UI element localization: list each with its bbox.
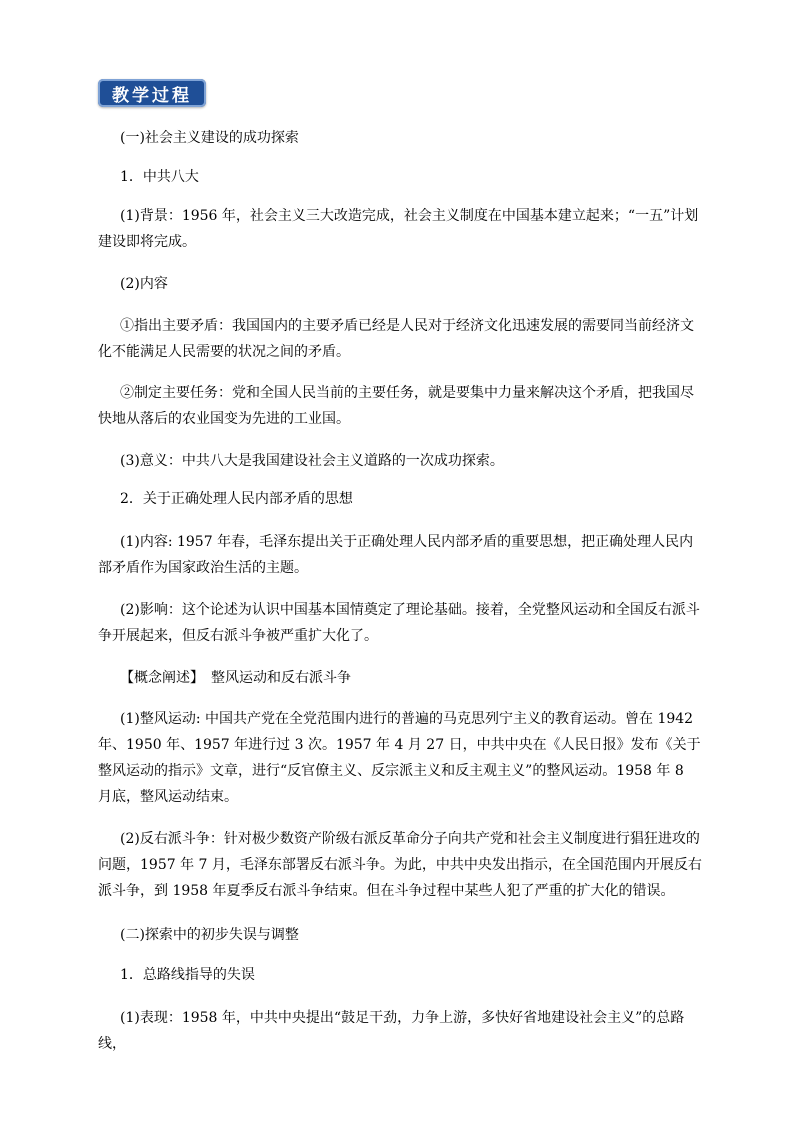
heading-item-2: 2．关于正确处理人民内部矛盾的思想: [120, 491, 353, 507]
paragraph-influence: (2)影响：这个论述为认识中国基本国情奠定了理论基础。接着，全党整风运动和全国反右派斗争开展起来，但反右派斗争被严重扩大化了。: [98, 602, 700, 644]
paragraph-background: (1)背景：1956 年，社会主义三大改造完成，社会主义制度在中国基本建立起来；“一五”计划建设即将完成。: [98, 208, 699, 250]
concept-heading: 【概念阐述】 整风运动和反右派斗争: [120, 670, 351, 686]
paragraph-content-heading: (2)内容: [120, 276, 168, 292]
paragraph-contradiction-content: (1)内容: 1957 年春，毛泽东提出关于正确处理人民内部矛盾的重要思想，把正确处理人民内部矛盾作为国家政治生活的主题。: [98, 534, 694, 576]
paragraph-main-task: ②制定主要任务：党和全国人民当前的主要任务，就是要集中力量来解决这个矛盾，把我国尽快地从落后的农业国变为先进的工业国。: [98, 385, 694, 427]
paragraph-significance: (3)意义：中共八大是我国建设社会主义道路的一次成功探索。: [120, 453, 504, 469]
heading-item-1: 1．中共八大: [120, 169, 199, 185]
section-title-badge: 教学过程: [98, 79, 206, 107]
heading-part-two: (二)探索中的初步失误与调整: [120, 927, 299, 943]
paragraph-main-contradiction: ①指出主要矛盾：我国国内的主要矛盾已经是人民对于经济文化迅速发展的需要同当前经济文化不能满足人民需要的状况之间的矛盾。: [98, 318, 694, 360]
paragraph-rectification: (1)整风运动: 中国共产党在全党范围内进行的普遍的马克思列宁主义的教育运动。曾在 1942 年、1950 年、1957 年进行过 3 次。1957 年 4 月 27 日，中共中央在《人民日报》发布《关于整风运动的指示》文章，进行“反官僚主义、反宗派主义和反主观主义”的整风运动。1958 年 8 月底，整风运动结束。: [98, 711, 701, 805]
paragraph-anti-rightist: (2)反右派斗争：针对极少数资产阶级右派反革命分子向共产党和社会主义制度进行猖狂进攻的问题，1957 年 7 月，毛泽东部署反右派斗争。为此，中共中央发出指示，在全国范围内开展反右派斗争，到 1958 年夏季反右派斗争结束。但在斗争过程中某些人犯了严重的扩大化的错误。: [98, 831, 702, 899]
heading-part-one: (一)社会主义建设的成功探索: [120, 130, 299, 146]
heading-general-line: 1．总路线指导的失误: [120, 967, 255, 983]
paragraph-manifestation: (1)表现：1958 年，中共中央提出“鼓足干劲，力争上游，多快好省地建设社会主义”的总路线，: [98, 1010, 685, 1052]
